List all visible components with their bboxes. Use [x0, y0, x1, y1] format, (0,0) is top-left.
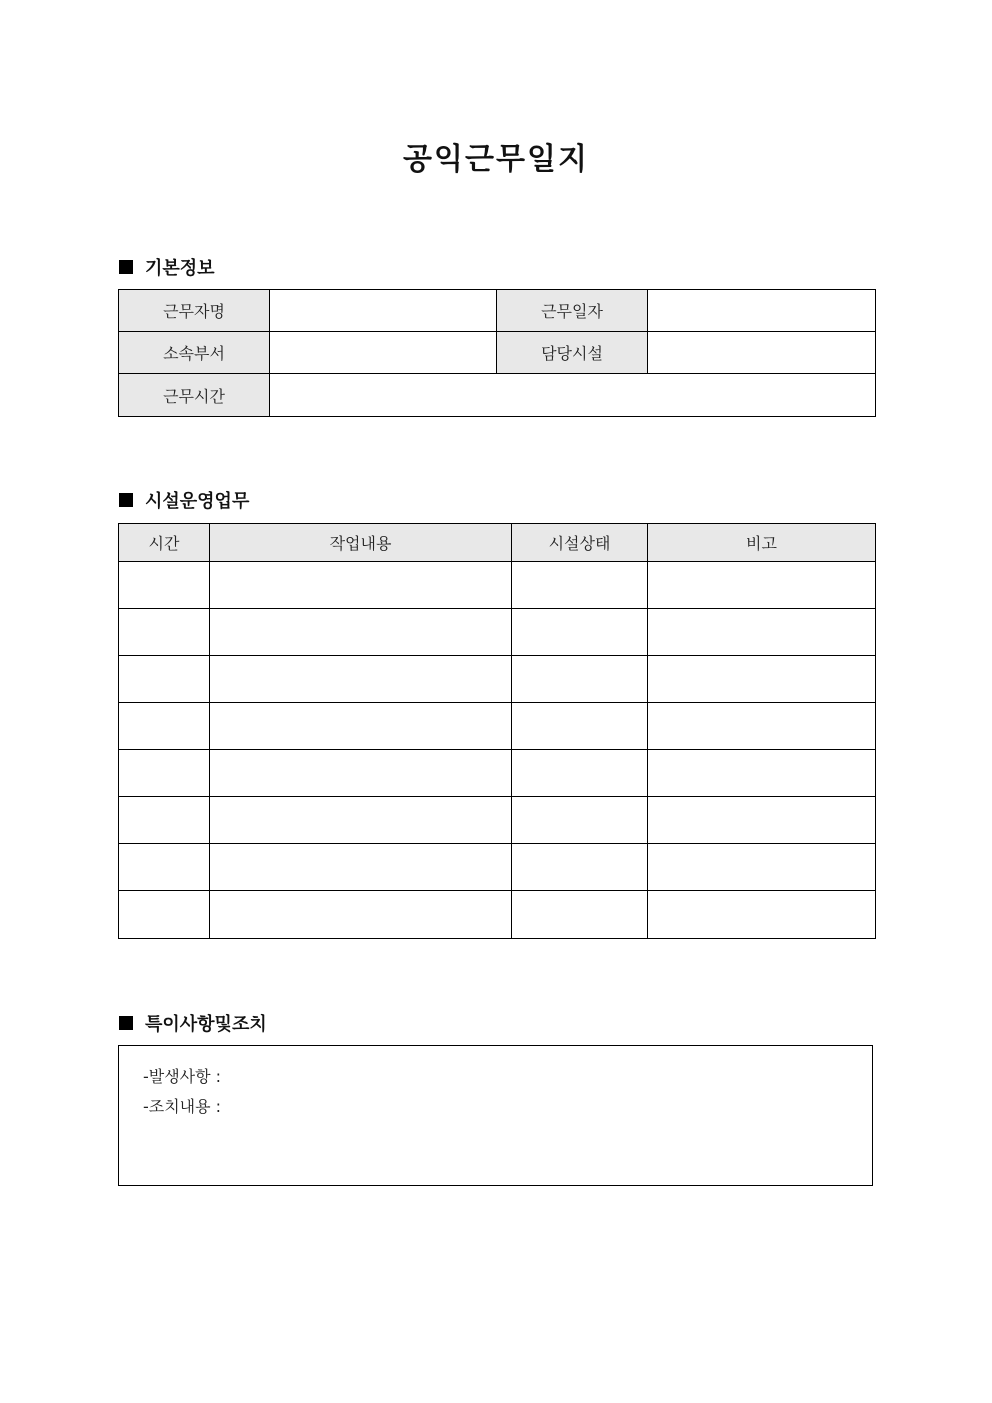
section-heading-basic-info	[119, 254, 215, 280]
label-worker-name: 근무자명	[119, 290, 270, 332]
document-title: 공익근무일지	[403, 142, 589, 177]
department-field[interactable]	[270, 332, 497, 374]
task-cell[interactable]	[210, 656, 512, 703]
task-cell[interactable]	[210, 703, 512, 750]
time-cell[interactable]	[119, 797, 210, 844]
table-row	[119, 750, 876, 797]
status-cell[interactable]	[512, 750, 648, 797]
task-cell[interactable]	[210, 891, 512, 939]
incidents-box[interactable]	[118, 1045, 873, 1186]
remarks-cell[interactable]	[648, 703, 876, 750]
status-cell[interactable]	[512, 656, 648, 703]
time-cell[interactable]	[119, 609, 210, 656]
remarks-cell[interactable]	[648, 844, 876, 891]
time-cell[interactable]	[119, 844, 210, 891]
label-facility: 담당시설	[497, 332, 648, 374]
time-cell[interactable]	[119, 656, 210, 703]
operations-table	[118, 523, 876, 939]
table-row	[119, 609, 876, 656]
section-heading-incidents	[119, 1010, 267, 1036]
column-header-status: 시설상태	[512, 524, 648, 562]
task-cell[interactable]	[210, 562, 512, 609]
table-row	[119, 656, 876, 703]
black-square-icon	[119, 260, 133, 274]
status-cell[interactable]	[512, 609, 648, 656]
column-header-task: 작업내용	[210, 524, 512, 562]
black-square-icon	[119, 493, 133, 507]
remarks-cell[interactable]	[648, 891, 876, 939]
time-cell[interactable]	[119, 891, 210, 939]
table-row	[119, 703, 876, 750]
label-work-hours: 근무시간	[119, 374, 270, 417]
time-cell[interactable]	[119, 562, 210, 609]
work-hours-field[interactable]	[270, 374, 876, 417]
column-header-time: 시간	[119, 524, 210, 562]
table-row	[119, 891, 876, 939]
remarks-cell[interactable]	[648, 797, 876, 844]
section-title: 시설운영업무	[145, 491, 250, 512]
status-cell[interactable]	[512, 797, 648, 844]
basic-info-table	[118, 289, 876, 417]
time-cell[interactable]	[119, 703, 210, 750]
status-cell[interactable]	[512, 562, 648, 609]
task-cell[interactable]	[210, 797, 512, 844]
table-row	[119, 797, 876, 844]
time-cell[interactable]	[119, 750, 210, 797]
remarks-cell[interactable]	[648, 609, 876, 656]
section-title: 기본정보	[145, 258, 215, 279]
label-department: 소속부서	[119, 332, 270, 374]
facility-field[interactable]	[648, 332, 876, 374]
task-cell[interactable]	[210, 609, 512, 656]
section-heading-operations	[119, 487, 249, 513]
incident-line: -발생사항 :	[143, 1067, 222, 1086]
table-row	[119, 844, 876, 891]
task-cell[interactable]	[210, 750, 512, 797]
section-title: 특이사항및조치	[145, 1014, 267, 1035]
remarks-cell[interactable]	[648, 750, 876, 797]
worker-name-field[interactable]	[270, 290, 497, 332]
remarks-cell[interactable]	[648, 562, 876, 609]
status-cell[interactable]	[512, 703, 648, 750]
table-row	[119, 562, 876, 609]
black-square-icon	[119, 1016, 133, 1030]
remarks-cell[interactable]	[648, 656, 876, 703]
action-line: -조치내용 :	[143, 1097, 222, 1116]
status-cell[interactable]	[512, 891, 648, 939]
label-work-date: 근무일자	[497, 290, 648, 332]
work-date-field[interactable]	[648, 290, 876, 332]
column-header-remarks: 비고	[648, 524, 876, 562]
status-cell[interactable]	[512, 844, 648, 891]
task-cell[interactable]	[210, 844, 512, 891]
